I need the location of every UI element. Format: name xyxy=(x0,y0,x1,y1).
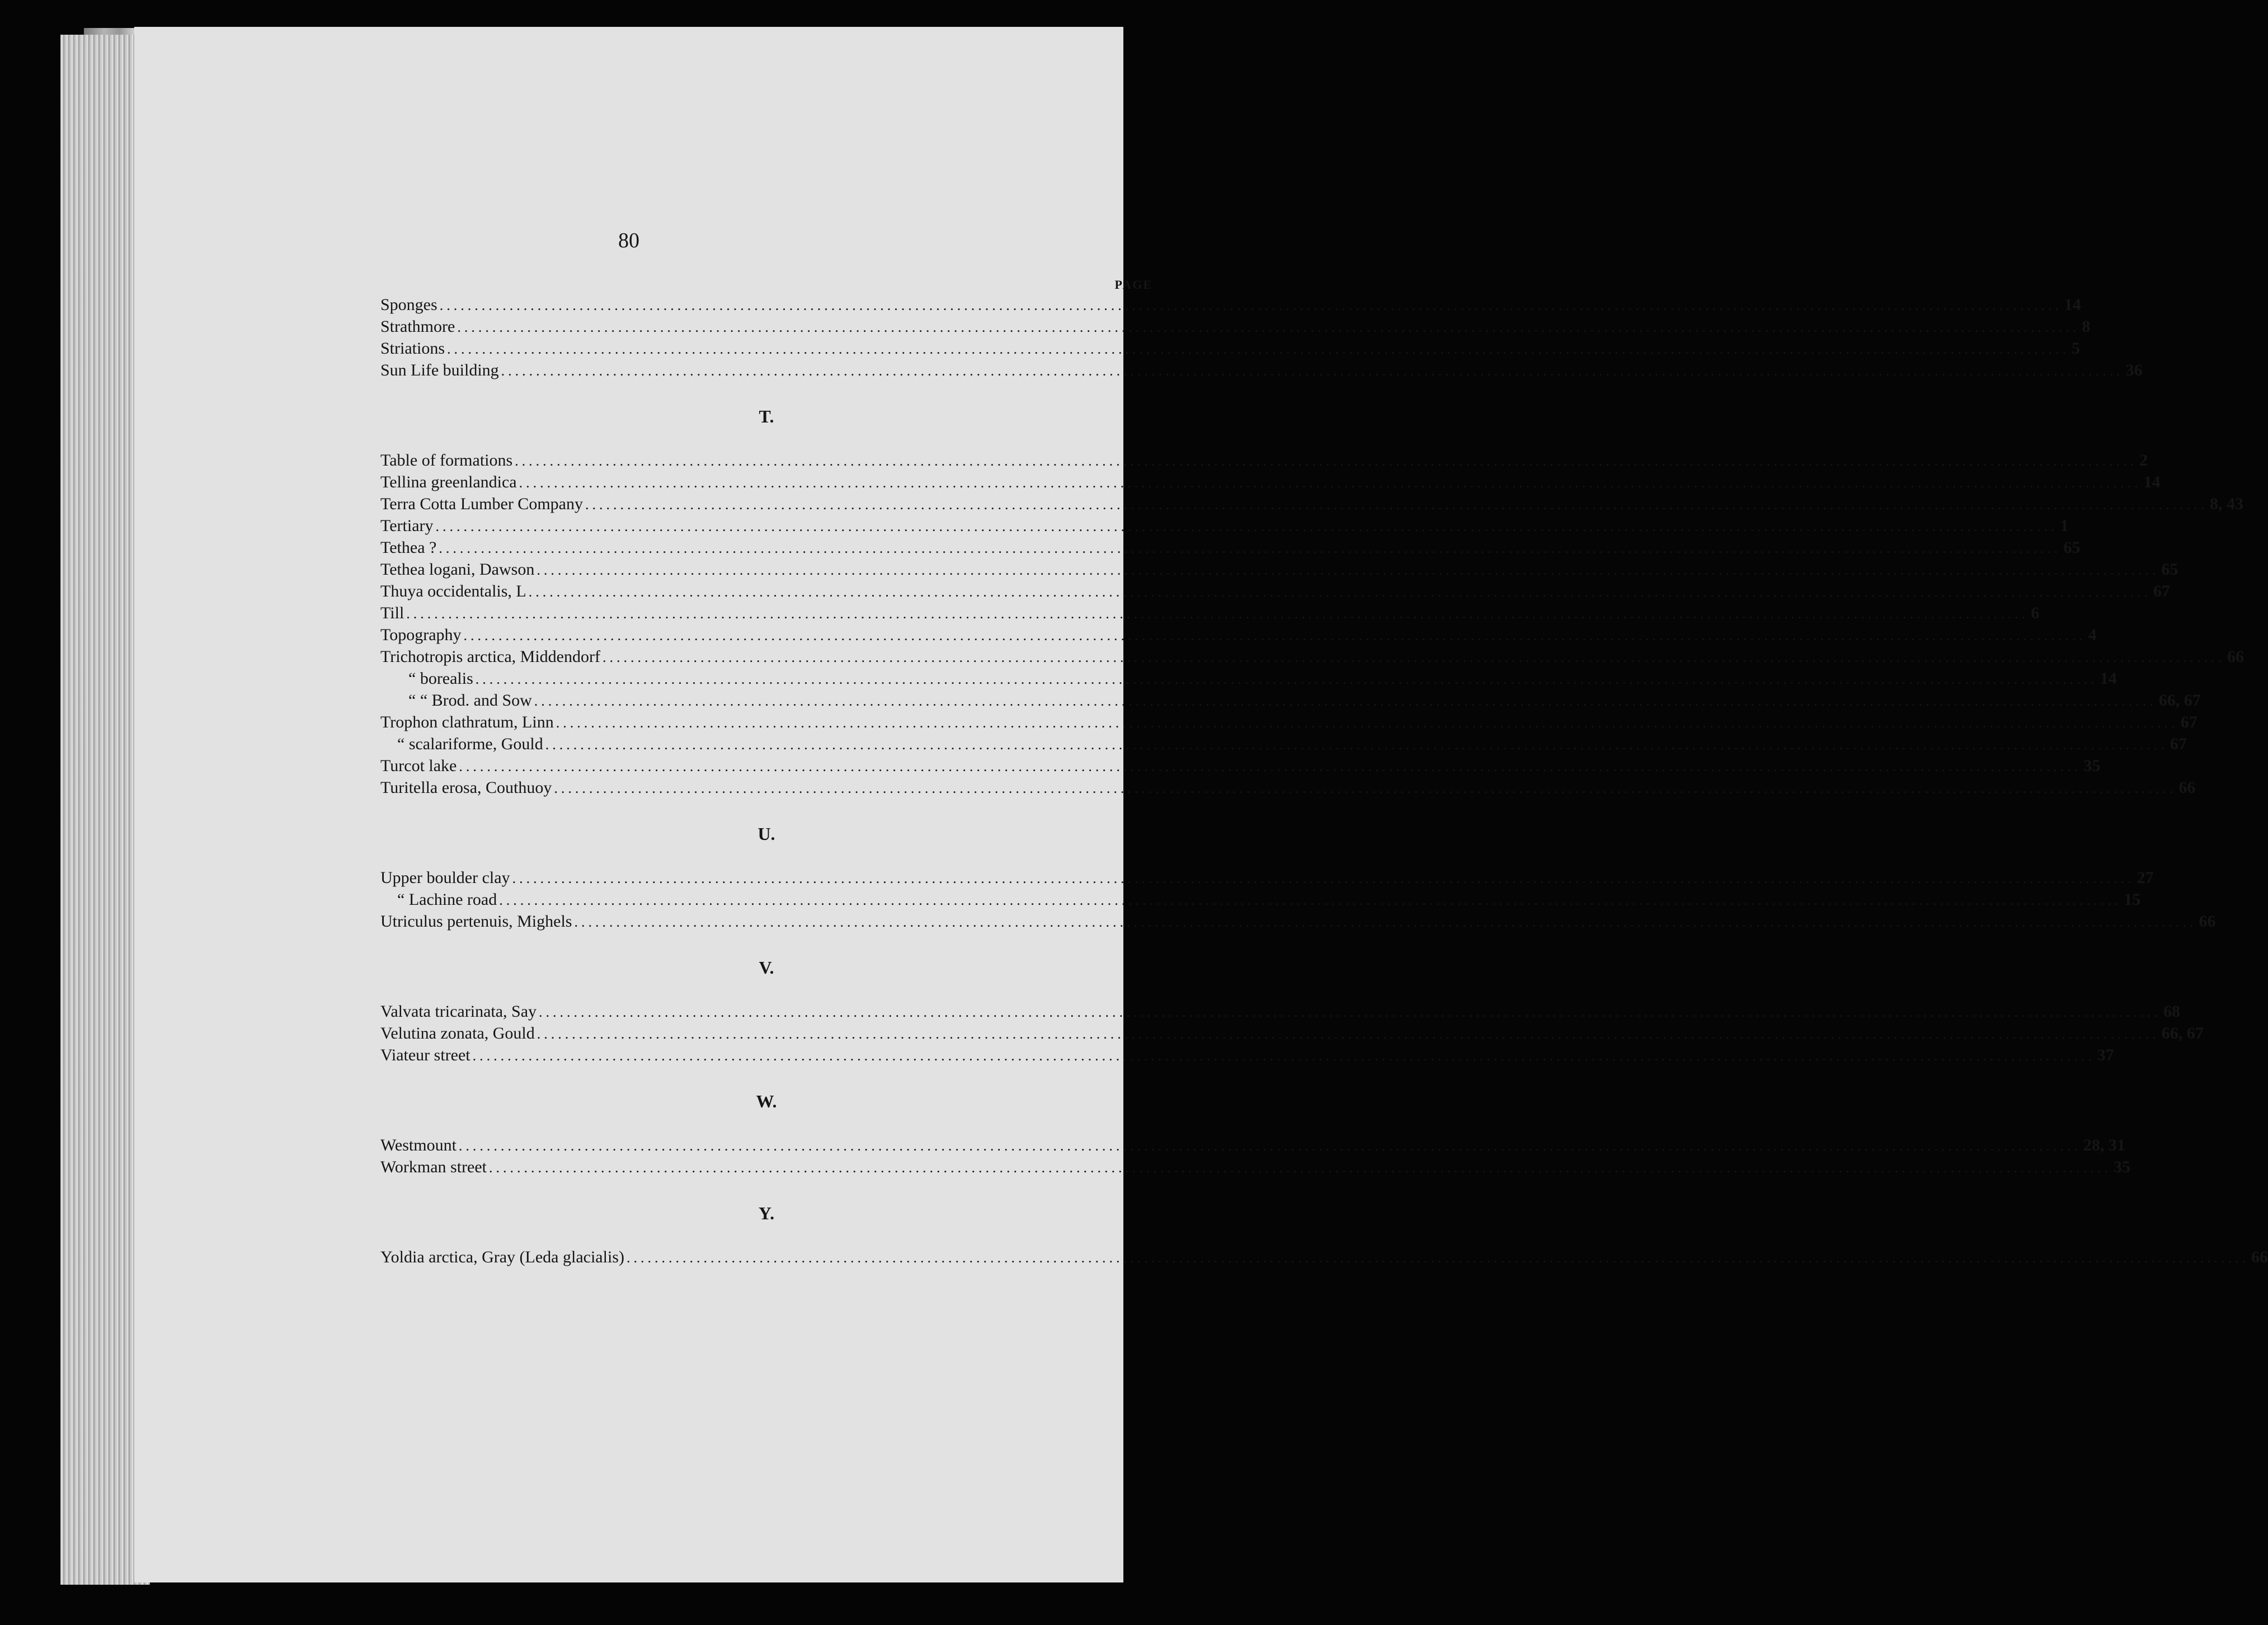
index-entry xyxy=(380,449,2148,471)
dot-leader xyxy=(440,294,2062,316)
section-letter-u: U. xyxy=(757,824,775,844)
entry-term: Utriculus pertenuis, Mighels xyxy=(380,912,572,931)
dot-leader xyxy=(473,1045,2095,1067)
index-entry xyxy=(380,316,2091,337)
entry-pages: 66, 67 xyxy=(2158,691,2201,710)
entry-term: Valvata tricarinata, Say xyxy=(380,1002,537,1021)
dot-leader xyxy=(603,646,2225,668)
entry-pages: 66 xyxy=(2251,1248,2268,1266)
section-letter-v: V. xyxy=(759,957,774,978)
entry-pages: 8, 43 xyxy=(2209,495,2243,513)
index-entry xyxy=(380,1156,2131,1178)
entry-pages: 68 xyxy=(2163,1002,2181,1021)
index-entry xyxy=(380,493,2243,515)
dot-leader xyxy=(515,450,2137,472)
entry-pages: 14 xyxy=(2143,473,2161,491)
dot-leader xyxy=(529,581,2151,603)
entry-term: “ Lachine road xyxy=(397,890,497,909)
entry-term: “ “ Brod. and Sow xyxy=(408,691,532,710)
entry-pages: 65 xyxy=(2063,538,2081,557)
entry-pages: 8 xyxy=(2082,317,2091,336)
entry-pages: 65 xyxy=(2161,560,2178,579)
entry-term: Tethea ? xyxy=(380,538,437,557)
dot-leader xyxy=(464,624,2086,646)
entry-term: Tertiary xyxy=(380,516,434,535)
entry-term: Velutina zonata, Gould xyxy=(380,1024,535,1042)
entry-term: Viateur street xyxy=(380,1046,470,1064)
dot-leader xyxy=(459,755,2081,777)
entry-pages: 66 xyxy=(2178,778,2196,797)
entry-pages: 4 xyxy=(2088,626,2097,644)
dot-leader xyxy=(519,472,2142,494)
entry-pages: 35 xyxy=(2114,1158,2131,1176)
dot-leader xyxy=(537,1023,2159,1045)
index-entry xyxy=(380,668,2117,689)
dot-leader xyxy=(512,867,2135,889)
entry-term: Trichotropis arctica, Middendorf xyxy=(380,647,600,666)
dot-leader xyxy=(585,494,2208,515)
dot-leader xyxy=(556,712,2178,734)
entry-term: Yoldia arctica, Gray (Leda glacialis) xyxy=(380,1248,624,1266)
entry-term: Table of formations xyxy=(380,451,513,469)
entry-pages: 28, 31 xyxy=(2083,1136,2125,1154)
index-entry xyxy=(380,294,2081,316)
index-entry xyxy=(380,646,2244,668)
entry-pages: 67 xyxy=(2180,713,2198,731)
entry-term: Workman street xyxy=(380,1158,487,1176)
index-entry xyxy=(380,359,2143,381)
document-page xyxy=(134,27,2268,1582)
index-entry xyxy=(380,1134,2125,1156)
index-entry xyxy=(380,910,2216,932)
index-entry xyxy=(380,471,2161,493)
entry-term: Thuya occidentalis, L xyxy=(380,582,526,600)
entry-term: Upper boulder clay xyxy=(380,868,510,887)
dot-leader xyxy=(545,734,2168,755)
entry-pages: 67 xyxy=(2153,582,2170,600)
index-entry xyxy=(380,689,2201,711)
index-entry xyxy=(380,1001,2181,1022)
dot-leader xyxy=(476,668,2098,690)
index-entry xyxy=(380,1044,2114,1066)
entry-term: “ scalariforme, Gould xyxy=(397,735,543,753)
index-entry xyxy=(380,515,2069,537)
entry-pages: 14 xyxy=(2064,295,2081,314)
index-entry xyxy=(380,337,2081,359)
dot-leader xyxy=(436,515,2058,537)
dot-leader xyxy=(534,690,2157,712)
entry-pages: 2 xyxy=(2139,451,2148,469)
entry-pages: 5 xyxy=(2072,339,2081,358)
dot-leader xyxy=(489,1157,2111,1178)
entry-term: Tethea logani, Dawson xyxy=(380,560,535,579)
entry-term: Turcot lake xyxy=(380,757,457,775)
entry-term: Turitella erosa, Couthuoy xyxy=(380,778,552,797)
entry-pages: 6 xyxy=(2031,604,2040,622)
dot-leader xyxy=(447,338,2069,360)
index-entry xyxy=(380,867,2154,889)
dot-leader xyxy=(554,777,2176,799)
index-entry xyxy=(380,1022,2204,1044)
dot-leader xyxy=(537,559,2159,581)
entry-term: Strathmore xyxy=(380,317,455,336)
entry-pages: 15 xyxy=(2124,890,2141,909)
entry-term: Till xyxy=(380,604,404,622)
entry-term: Sponges xyxy=(380,295,437,314)
section-letter-y: Y. xyxy=(758,1203,775,1223)
entry-pages: 14 xyxy=(2100,669,2117,688)
entry-term: Sun Life building xyxy=(380,361,499,379)
dot-leader xyxy=(406,603,2029,624)
index-entry xyxy=(380,733,2187,755)
index-entry xyxy=(380,755,2101,777)
index-entry xyxy=(380,602,2040,624)
index-entry xyxy=(380,558,2178,580)
section-letter-t: T. xyxy=(759,406,774,426)
entry-term: Westmount xyxy=(380,1136,457,1154)
dot-leader xyxy=(439,537,2061,559)
dot-leader xyxy=(457,316,2079,338)
dot-leader xyxy=(574,911,2196,933)
dot-leader xyxy=(499,889,2121,911)
page-column-heading: PAGE xyxy=(1114,278,1152,292)
entry-term: Trophon clathratum, Linn xyxy=(380,713,554,731)
index-entry xyxy=(380,711,2198,733)
entry-pages: 67 xyxy=(2170,735,2187,753)
entry-term: Striations xyxy=(380,339,445,358)
index-entry xyxy=(380,1246,2268,1268)
entry-term: “ borealis xyxy=(408,669,473,688)
entry-pages: 66 xyxy=(2199,912,2216,931)
entry-pages: 66 xyxy=(2227,647,2244,666)
entry-term: Tellina greenlandica xyxy=(380,473,517,491)
dot-leader xyxy=(501,360,2124,382)
entry-pages: 35 xyxy=(2083,757,2101,775)
entry-pages: 36 xyxy=(2125,361,2143,379)
index-list xyxy=(380,276,2268,1268)
dot-leader xyxy=(539,1001,2161,1023)
index-entry xyxy=(380,889,2141,910)
entry-pages: 1 xyxy=(2060,516,2069,535)
dot-leader xyxy=(627,1247,2249,1269)
entry-pages: 37 xyxy=(2097,1046,2114,1064)
section-letter-w: W. xyxy=(756,1091,777,1111)
entry-pages: 66, 67 xyxy=(2161,1024,2204,1042)
entry-pages: 27 xyxy=(2137,868,2154,887)
index-entry xyxy=(380,777,2196,799)
page-number: 80 xyxy=(618,229,639,252)
index-entry xyxy=(380,537,2081,558)
entry-term: Topography xyxy=(380,626,462,644)
dot-leader xyxy=(459,1135,2081,1157)
index-entry xyxy=(380,580,2170,602)
entry-term: Terra Cotta Lumber Company xyxy=(380,495,583,513)
index-entry xyxy=(380,624,2097,646)
